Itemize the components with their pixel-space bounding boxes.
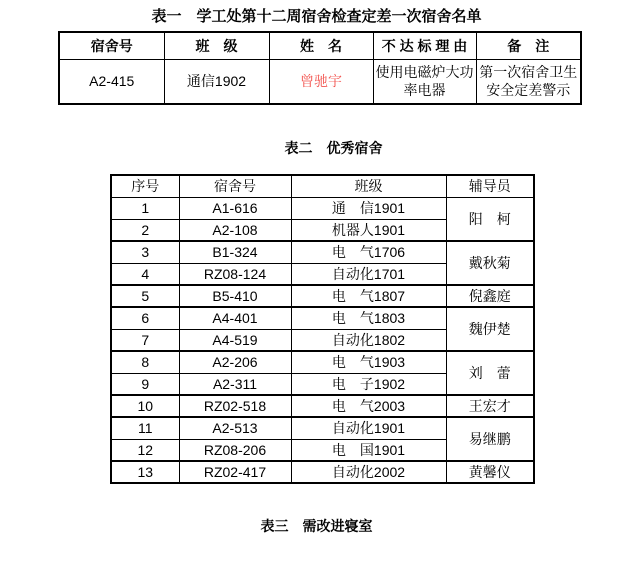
dorm-cell: B1-324: [179, 241, 291, 263]
no-cell: 3: [111, 241, 179, 263]
class-cell: 电 国1901: [291, 439, 446, 461]
class-cell: 电 气1706: [291, 241, 446, 263]
table2-title: 表二 优秀宿舍: [284, 140, 383, 156]
no-cell: 7: [111, 329, 179, 351]
table-row: [111, 285, 534, 307]
remark-cell: 第一次宿舍卫生安全定差警示: [476, 59, 581, 104]
no-cell: 10: [111, 395, 179, 417]
table-row: [111, 241, 534, 263]
no-cell: 9: [111, 373, 179, 395]
table1-title: 表一 学工处第十二周宿舍检查定差一次宿舍名单: [151, 8, 482, 25]
no-cell: 12: [111, 439, 179, 461]
table1-header-remark: 备 注: [476, 32, 581, 59]
class-cell: 电 气1803: [291, 307, 446, 329]
class-cell: 自动化1901: [291, 417, 446, 439]
class-cell: 自动化1802: [291, 329, 446, 351]
table1-header-dorm: 宿舍号: [59, 32, 164, 59]
no-cell: 2: [111, 219, 179, 241]
class-cell: 电 气1903: [291, 351, 446, 373]
class-cell: 电 气1807: [291, 285, 446, 307]
dorm-no-cell: A2-415: [59, 59, 164, 104]
dorm-cell: RZ02-518: [179, 395, 291, 417]
table2-header-class: 班级: [291, 175, 446, 197]
table3-title: 表三 需改进寝室: [260, 518, 373, 534]
class-cell: 电 子1902: [291, 373, 446, 395]
dorm-cell: A1-616: [179, 197, 291, 219]
table-row: [111, 197, 534, 219]
table-row: [111, 417, 534, 439]
table1-header-name: 姓 名: [269, 32, 373, 59]
counselor-cell: 黄馨仪: [446, 461, 534, 483]
table1-header-reason: 不 达 标 理 由: [373, 32, 476, 59]
table1-header-class: 班 级: [164, 32, 269, 59]
counselor-cell: 阳 柯: [446, 197, 534, 241]
no-cell: 1: [111, 197, 179, 219]
no-cell: 4: [111, 263, 179, 285]
table2-header-counselor: 辅导员: [446, 175, 534, 197]
counselor-cell: 魏伊楚: [446, 307, 534, 351]
no-cell: 13: [111, 461, 179, 483]
class-cell: 通 信1901: [291, 197, 446, 219]
counselor-cell: 王宏才: [446, 395, 534, 417]
counselor-cell: 戴秋菊: [446, 241, 534, 285]
table-row: [111, 351, 534, 373]
dorm-cell: A2-206: [179, 351, 291, 373]
no-cell: 6: [111, 307, 179, 329]
dorm-cell: RZ08-124: [179, 263, 291, 285]
table1-header-row: [59, 32, 581, 59]
student-name-cell: 曾驰宇: [269, 59, 373, 104]
dorm-cell: A4-519: [179, 329, 291, 351]
class-cell: 自动化1701: [291, 263, 446, 285]
table1-substandard-dorm: [58, 31, 582, 105]
dorm-cell: A2-311: [179, 373, 291, 395]
reason-cell: 使用电磁炉大功率电器: [373, 59, 476, 104]
dorm-cell: RZ02-417: [179, 461, 291, 483]
table2-header-dorm: 宿舍号: [179, 175, 291, 197]
dorm-cell: A4-401: [179, 307, 291, 329]
no-cell: 5: [111, 285, 179, 307]
class-cell: 电 气2003: [291, 395, 446, 417]
no-cell: 8: [111, 351, 179, 373]
table-row: [111, 395, 534, 417]
counselor-cell: 倪鑫庭: [446, 285, 534, 307]
table2-header-row: [111, 175, 534, 197]
table2-excellent-dorms: [110, 174, 535, 484]
no-cell: 11: [111, 417, 179, 439]
table1-data-row: [59, 59, 581, 104]
class-cell: 自动化2002: [291, 461, 446, 483]
class-cell: 通信1902: [164, 59, 269, 104]
dorm-cell: B5-410: [179, 285, 291, 307]
counselor-cell: 易继鹏: [446, 417, 534, 461]
dorm-cell: A2-513: [179, 417, 291, 439]
dorm-cell: A2-108: [179, 219, 291, 241]
table-row: [111, 307, 534, 329]
dorm-cell: RZ08-206: [179, 439, 291, 461]
table-row: [111, 461, 534, 483]
counselor-cell: 刘 蕾: [446, 351, 534, 395]
class-cell: 机器人1901: [291, 219, 446, 241]
table2-header-no: 序号: [111, 175, 179, 197]
